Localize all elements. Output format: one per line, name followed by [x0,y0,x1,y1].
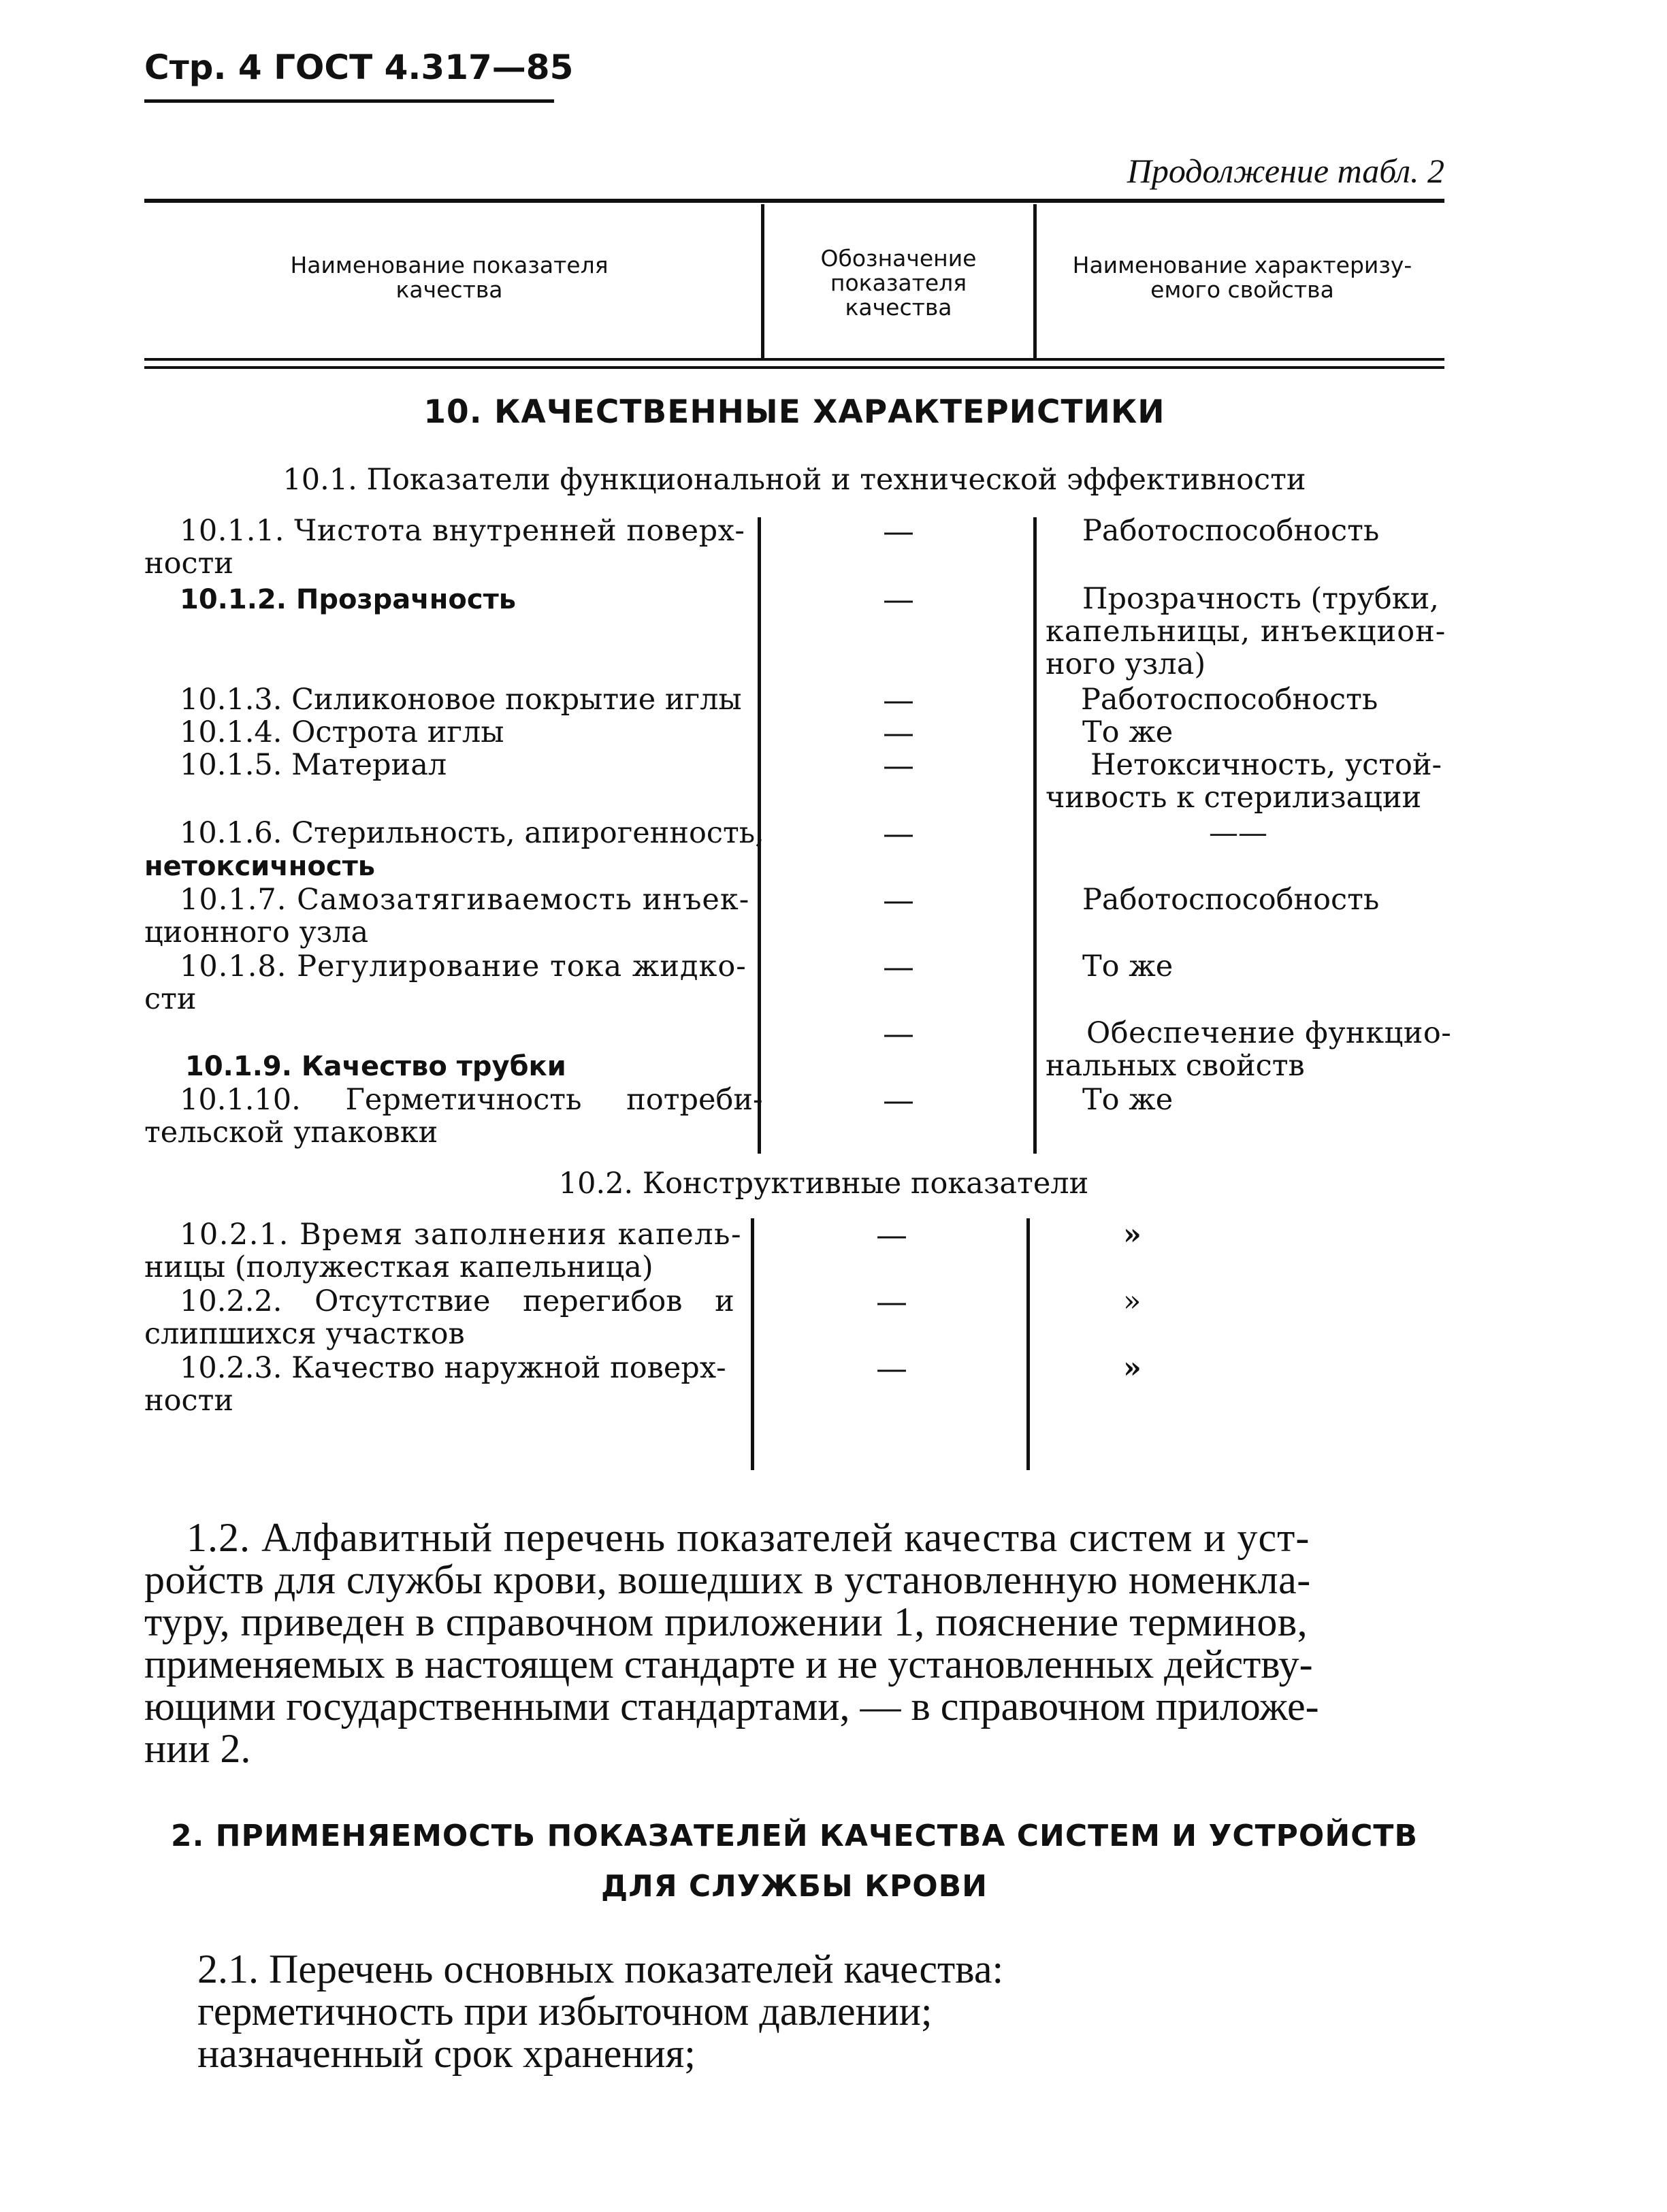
row-property-line: » [1123,1284,1142,1318]
row-property [1082,515,1491,547]
row-property [1209,817,1617,849]
row-property-line: » [1123,1351,1142,1385]
row-property-line: —— [1209,816,1267,850]
body-line: герметичность при избыточном давлении; [197,1989,933,2034]
row-property [1123,1218,1532,1251]
row-symbol: — [883,1081,914,1118]
table-row-name [144,1352,757,1417]
row-property [1082,883,1491,916]
row-name-line [144,1017,757,1050]
page-header: Стр. 4 ГОСТ 4.317—85 [144,48,574,87]
row-name-line: ности [144,547,234,581]
row-symbol: — [883,948,914,985]
table-header-bottom-rule-2 [144,366,1444,369]
table-row-name [144,1218,757,1284]
table-header-bottom-rule [144,358,1444,361]
row-property [1123,1285,1532,1318]
row-symbol: — [883,747,914,783]
table-continuation-label: Продолжение табл. 2 [1127,152,1444,190]
table-row-name [144,950,757,1015]
row-property [1082,1084,1491,1116]
row-name-line: 10.2.2. Отсутствие перегибов и [180,1284,734,1318]
header-divider-1 [761,204,764,358]
row-property [1046,749,1454,814]
column-header-name: Наименование показателя качества [290,252,609,303]
paragraph-line: 1.2. Алфавитный перечень показателей качества систем и уст- [187,1515,1310,1560]
column-header-property: Наименование характеризу- емого свойства [1072,252,1412,303]
paragraph-line: ройств для службы крови, вошедших в установленную номенкла- [144,1557,1311,1602]
row-symbol: — [883,681,914,718]
group-title-10-2: 10.2. Конструктивные показатели [558,1167,1089,1201]
row-property [1046,1017,1454,1082]
row-property [1082,716,1491,749]
row-name-line: 10.1.3. Силиконовое покрытие иглы [180,683,742,717]
row-property-line: То же [1082,715,1174,749]
section-title: 10. КАЧЕСТВЕННЫЕ ХАРАКТЕРИСТИКИ [423,393,1165,431]
row-property-line: Работоспособность [1082,883,1380,917]
row-symbol: — [883,513,914,549]
row-name-line: 10.2.3. Качество наружной поверх- [180,1351,726,1385]
body-line: назначенный срок хранения; [197,2031,696,2076]
row-symbol: — [883,815,914,851]
column-header-symbol: Обозначение показателя качества [820,245,977,321]
row-property [1123,1352,1532,1384]
row-property-line: Работоспособность [1082,514,1380,548]
row-symbol: — [883,1015,914,1052]
body-divider-2b [1026,1218,1030,1470]
row-property-line: Прозрачность (трубки, [1082,582,1439,616]
row-symbol: — [883,881,914,918]
section-2-heading [144,1816,1444,1907]
row-symbol: — [876,1216,907,1253]
row-name-line: 10.1.1. Чистота внутренней поверх- [180,514,745,548]
row-property-line: Обеспечение функцио- [1086,1016,1452,1050]
row-property-line: ного узла) [1046,647,1206,681]
row-symbol: — [876,1283,907,1320]
row-name-line: тельской упаковки [144,1116,438,1150]
row-property-line: » [1123,1218,1142,1252]
row-name-text: нетоксичность [144,851,376,882]
row-name-line: ности [144,1384,234,1418]
body-line: 2.1. Перечень основных показателей качества: [197,1947,1004,1991]
row-name-line: 10.1.6. Стерильность, апирогенность, [180,816,764,850]
row-name-line: ционного узла [144,915,369,949]
table-row-name [144,1017,757,1083]
row-name-line: слипшихся участков [144,1317,465,1351]
row-property-line: нальных свойств [1046,1049,1305,1083]
row-name-line: 10.1.10. Герметичность потреби- [180,1083,763,1117]
row-name-line: 10.1.5. Материал [180,748,447,782]
row-property-line: Нетоксичность, устой- [1090,748,1442,782]
section-2-heading-line: 2. ПРИМЕНЯЕМОСТЬ ПОКАЗАТЕЛЕЙ КАЧЕСТВА СИСТЕМ И УСТРОЙСТВ [171,1819,1418,1853]
paragraph-line: туру, приведен в справочном приложении 1, пояснение терминов, [144,1599,1308,1644]
table-row-name [144,583,757,616]
table-row-name [144,816,764,883]
row-symbol: — [876,1350,907,1386]
row-property-line: капельницы, инъекцион- [1046,615,1446,649]
header-rule [144,99,554,103]
section-2-heading-line: ДЛЯ СЛУЖБЫ КРОВИ [601,1869,988,1904]
paragraph-1-2 [144,1516,1444,1770]
table-row-name [144,515,757,580]
paragraph-line: применяемых в настоящем стандарте и не установленных действу- [144,1642,1313,1687]
section-2-body [197,1948,1498,2075]
row-property-line: чивость к стерилизации [1046,781,1422,815]
row-property [1081,683,1489,716]
row-name-line: ницы (полужесткая капельница) [144,1250,653,1284]
table-row-name [144,716,757,749]
table-top-rule [144,199,1444,203]
row-symbol: — [883,714,914,751]
table-row-name [144,749,757,781]
row-symbol: — [883,581,914,617]
row-name-text: 10.1.2. Прозрачность [180,584,517,615]
row-name-line: 10.1.8. Регулирование тока жидко- [180,949,747,983]
row-property-line: Работоспособность [1081,683,1378,717]
row-property-line: То же [1082,1083,1174,1117]
table-row-name [144,1285,757,1350]
row-name-line: сти [144,982,197,1016]
table-row-name [144,683,757,716]
table-row-name [144,1083,763,1150]
row-property [1046,583,1454,681]
row-name-text: 10.1.9. Качество трубки [185,1051,566,1082]
row-property [1082,950,1491,983]
paragraph-line: ющими государственными стандартами, — в справочном приложе- [144,1684,1319,1729]
row-name-line [144,1050,757,1083]
paragraph-line: нии 2. [144,1726,251,1771]
row-property-line: То же [1082,949,1174,983]
table-row-name [144,883,757,949]
row-name-line [144,849,757,883]
row-name-line: 10.1.4. Острота иглы [180,715,504,749]
row-name-line: 10.2.1. Время заполнения капель- [180,1218,742,1252]
row-name-line [144,583,757,616]
group-title-10-1: 10.1. Показатели функциональной и технической эффективности [282,463,1306,497]
row-name-line: 10.1.7. Самозатягиваемость инъек- [180,883,750,917]
header-divider-2 [1033,204,1037,358]
